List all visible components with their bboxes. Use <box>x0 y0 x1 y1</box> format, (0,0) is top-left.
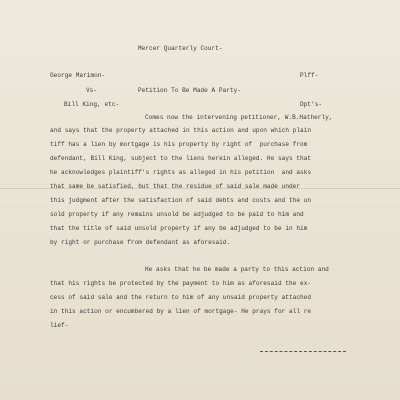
plaintiff-name: George Marimon- <box>50 72 106 79</box>
body-line: in this action or encumbered by a lien of mortgage- He prays for all re <box>50 308 312 315</box>
body-line: and says that the property attached in this action and upon which plain <box>50 127 312 134</box>
body-line: this judgment after the satisfaction of said debts and costs and the un <box>50 197 312 204</box>
body-line: that same be satisfied, but that the residue of said sale made under <box>50 183 301 190</box>
versus-label: Vs- <box>86 87 98 94</box>
body-line: He asks that he be made a party to this action and <box>145 266 329 273</box>
defendant-name: Bill King, etc- <box>64 101 120 108</box>
body-line: Comes now the intervening petitioner, W.B.Hatherly, <box>145 114 333 121</box>
body-line: he acknowledges plaintiff's rights as alleged in his petition and asks <box>50 169 312 176</box>
body-line: sold property if any remains unsold be adjudged to be paid to him and <box>50 211 304 218</box>
body-line: that his rights be protected by the payment to him as aforesaid the ex- <box>50 280 312 287</box>
body-line: by right or purchase from defendant as aforesaid. <box>50 239 231 246</box>
plaintiff-role: Plff- <box>300 72 319 79</box>
body-line: lief- <box>50 322 69 329</box>
petition-title: Petition To Be Made A Party- <box>138 87 241 94</box>
body-line: defendant, Bill King, subject to the liens herein alleged. He says that <box>50 155 312 162</box>
body-line: tiff has a lien by mortgage is his property by right of purchase from <box>50 141 308 148</box>
body-line: cess of said sale and the return to him of any unsaid property attached <box>50 294 312 301</box>
body-line: that the title of said unsold property if any be adjudged to be in him <box>50 225 308 232</box>
signature-rule <box>260 351 346 352</box>
defendant-role: Dpt's- <box>300 101 323 108</box>
court-heading: Mercer Quarterly Court- <box>138 45 223 52</box>
